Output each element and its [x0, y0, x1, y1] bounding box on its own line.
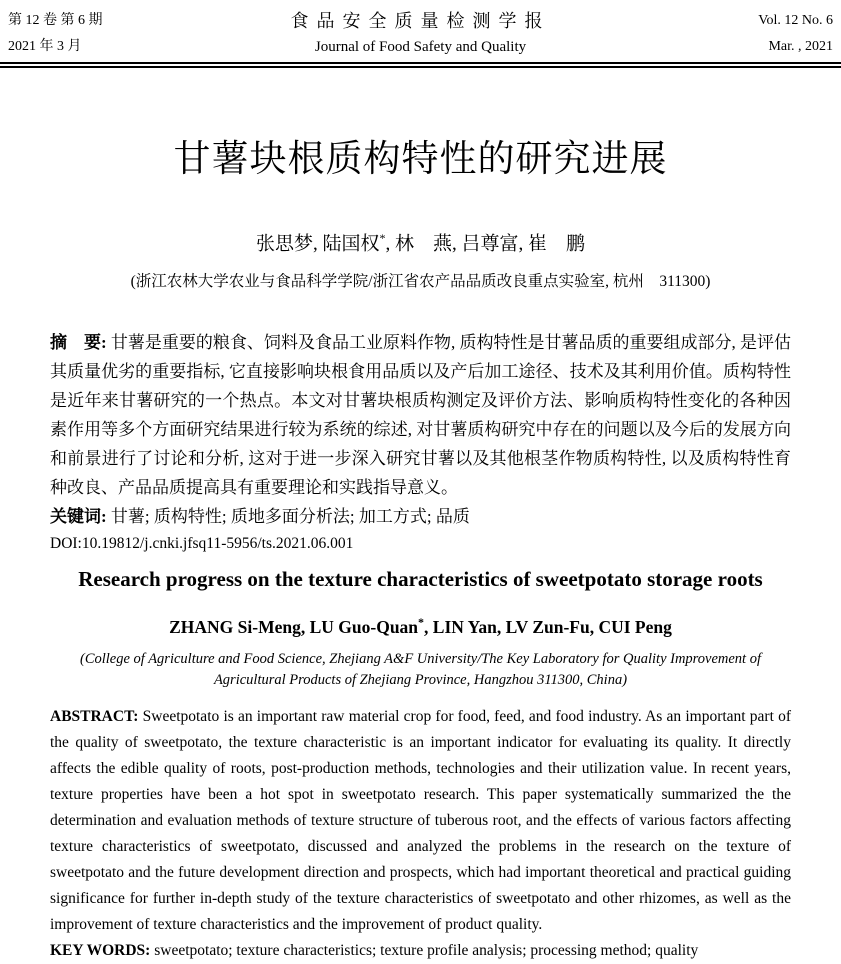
keywords-en [50, 938, 791, 964]
authors-cn-text: 张思梦, 陆国权 [255, 233, 380, 255]
header-left [8, 8, 291, 60]
affiliation-cn: (浙江农林大学农业与食品科学学院/浙江省农产品品质改良重点实验室, 杭州 311300) [130, 273, 711, 291]
author-list-en [50, 610, 791, 639]
abstract-text-cn: 甘薯是重要的粮食、饲料及食品工业原料作物, 质构特性是甘薯品质的重要组成部分, 是评估其质量优劣的重要指标, 它直接影响块根食用品质以及产后加工途径、技术及其利用价值。质构特性是近年来甘薯研究的一个热点。本文对甘薯块根质构测定及评价方法、影响质构特性变化的各种因素作用等多个方面研究结果进行较为系统的综述, 对甘薯质构研究中存在的问题以及今后的发展方向和前景进行了讨论和分析, 这对于进一步深入研究甘薯以及其他根茎作物质构特性, 以及质构特性育种改良、产品品质提高具有重要理论和实践指导意义。 [50, 333, 791, 498]
keywords-text-cn: 甘薯; 质构特性; 质地多面分析法; 加工方式; 品质 [110, 507, 470, 527]
authors-en-text-rest: , LIN Yan, LV Zun-Fu, CUI Peng [424, 616, 672, 637]
abstract-text-en: Sweetpotato is an important raw material crop for food, feed, and food industry. As an important part of the quality of sweetpotato, the texture characteristic is an important indicator for evaluating its quality. It directly affects the edible quality of roots, post-production methods, technologies and their utilization value. In recent years, texture properties have been a hot spot in sweetpotato research. This paper systematically summarized the the determination and evaluation methods of texture structure of tuberous root, and the effects of various factors affecting texture characteristics of sweetpotato, discussed and analyzed the problems in the research on the texture of sweetpotato and the future development direction and prospects, which had important theoretical and practical guiding significance for further in-depth study of the texture characteristics of sweetpotato and other rhizomes, as well as the improvement of texture characteristics and the improvement of product quality. [50, 707, 792, 933]
journal-title-en: Journal of Food Safety and Quality [314, 39, 527, 55]
author-list-cn [0, 226, 841, 256]
corresponding-author-asterisk-en: * [418, 614, 425, 629]
volume-issue-cn: 第 12 卷 第 6 期 [8, 13, 103, 28]
article-body [0, 328, 841, 963]
doi-line: DOI:10.19812/j.cnki.jfsq11-5956/ts.2021.06.001 [50, 535, 354, 553]
abstract-label-cn: 摘 要: [50, 333, 111, 353]
header-center [291, 8, 551, 60]
corresponding-author-asterisk-cn: * [379, 231, 386, 245]
article-title-en: Research progress on the texture characteristics of sweetpotato storage roots [78, 567, 763, 592]
journal-title-cn: 食品安全质量检测学报 [290, 11, 551, 31]
volume-issue-en: Vol. 12 No. 6 [758, 13, 833, 28]
keywords-label-en: KEY WORDS: [50, 941, 155, 959]
abstract-cn [50, 328, 791, 502]
keywords-cn [50, 502, 791, 531]
article-title-cn: 甘薯块根质构特性的研究进展 [173, 139, 668, 180]
abstract-label-en: ABSTRACT: [50, 707, 143, 725]
date-en: Mar. , 2021 [768, 39, 833, 54]
affiliation-en: (College of Agriculture and Food Science, Zhejiang A&F University/The Key Laboratory for Quality Improvement of Agricultural Products of Zhejiang Province, Hangzhou 311300, China) [80, 650, 761, 688]
keywords-label-cn: 关键词: [50, 507, 111, 527]
date-cn: 2021 年 3 月 [8, 39, 82, 54]
header-right [551, 8, 834, 60]
header-divider [0, 62, 841, 68]
abstract-en [50, 704, 791, 938]
keywords-text-en: sweetpotato; texture characteristics; texture profile analysis; processing method; quality [154, 941, 699, 959]
authors-en-text: ZHANG Si-Meng, LU Guo-Quan [169, 616, 419, 637]
journal-header [0, 0, 841, 60]
authors-cn-text-rest: , 林 燕, 吕尊富, 崔 鹏 [385, 233, 586, 255]
